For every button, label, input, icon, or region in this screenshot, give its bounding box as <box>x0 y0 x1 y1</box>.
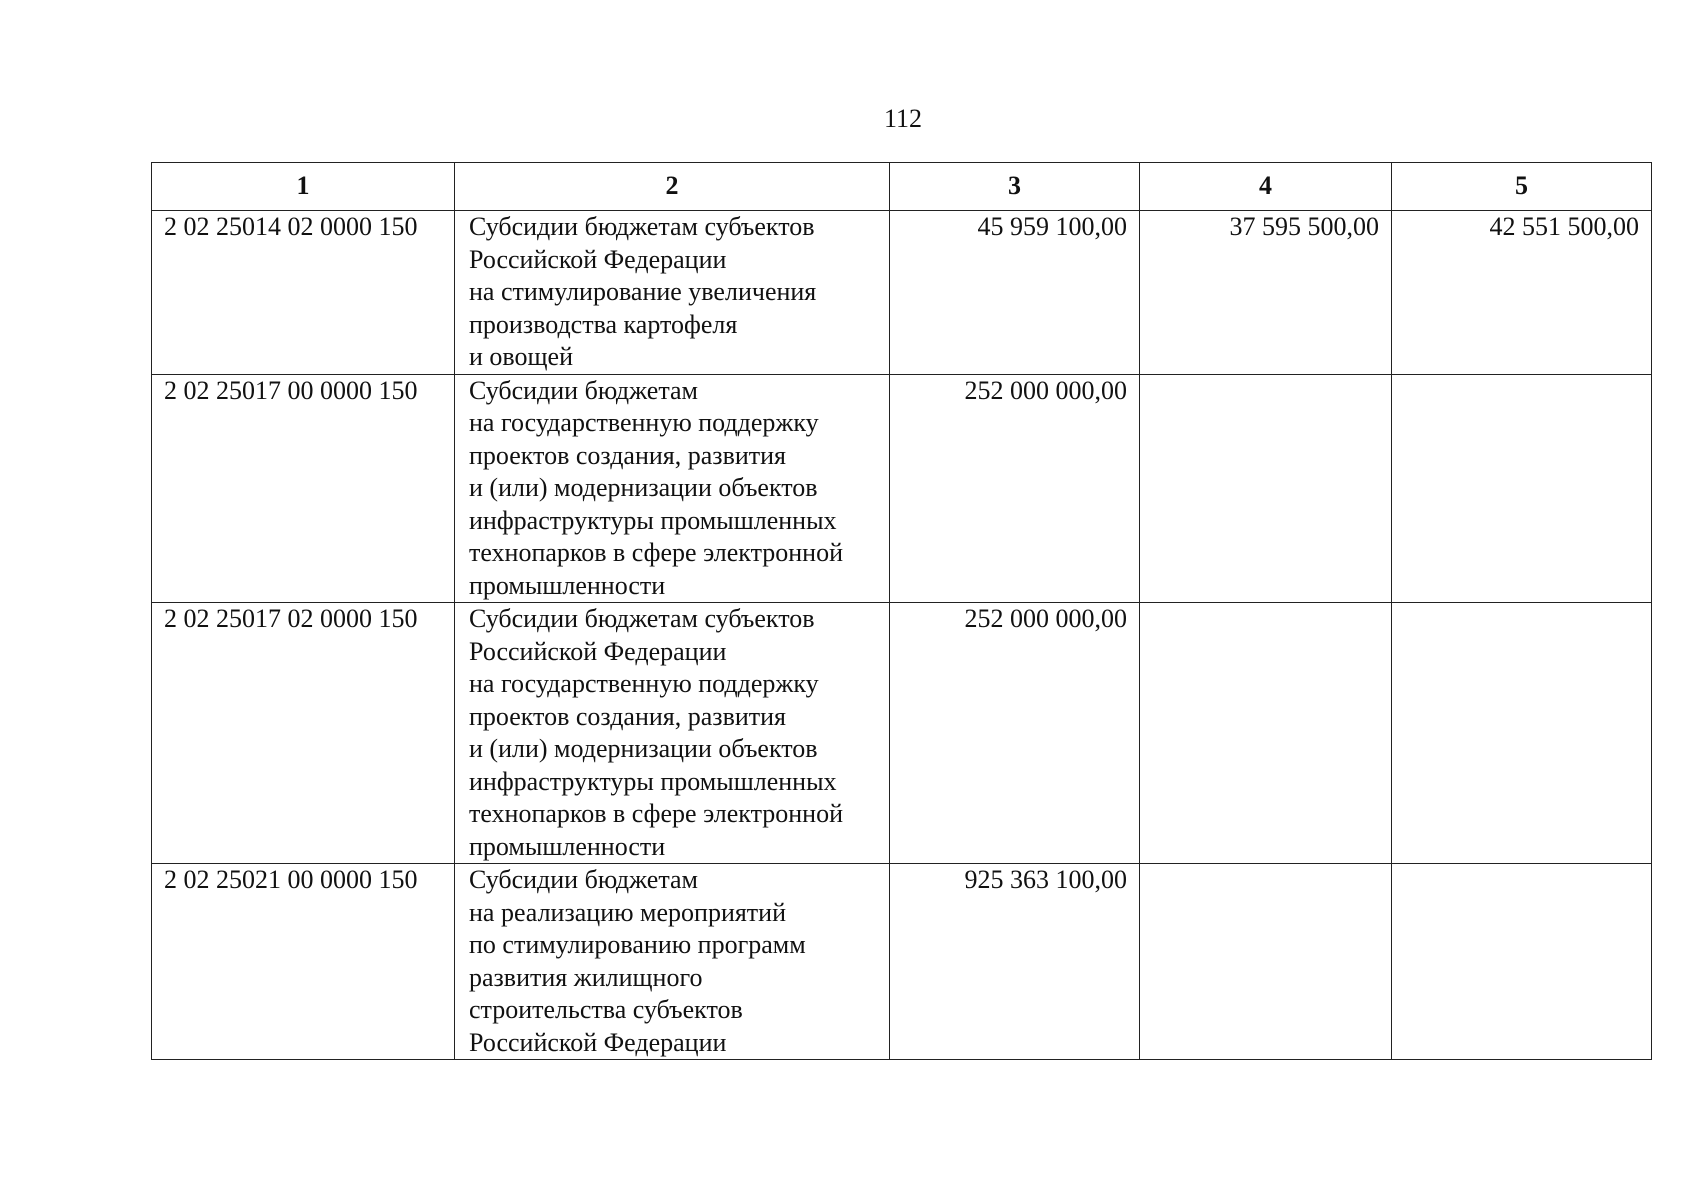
column-header-4: 4 <box>1140 163 1392 211</box>
income-name-line: Российской Федерации <box>469 244 727 274</box>
income-name-line: промышленности <box>469 831 666 861</box>
income-name-line: технопарков в сфере электронной <box>469 799 843 828</box>
income-name-line: и (или) модернизации объектов <box>469 734 818 763</box>
income-name-line: Российской Федерации <box>469 636 727 666</box>
income-code: 2 02 25021 00 0000 150 <box>152 864 455 1060</box>
income-name-line: проектов создания, развития <box>469 701 786 731</box>
income-code: 2 02 25017 00 0000 150 <box>152 374 455 603</box>
income-name <box>455 864 890 1060</box>
amount-column-5: 42 551 500,00 <box>1392 211 1652 375</box>
income-name-line: развития жилищного <box>469 962 703 992</box>
amount-column-4 <box>1140 864 1392 1060</box>
budget-table <box>151 162 1652 1060</box>
income-name <box>455 603 890 864</box>
amount-column-4 <box>1140 603 1392 864</box>
income-name-line: Субсидии бюджетам субъектов <box>469 212 815 241</box>
income-name <box>455 374 890 603</box>
page-number: 112 <box>883 104 923 133</box>
amount-column-3: 925 363 100,00 <box>890 864 1140 1060</box>
amount-column-4 <box>1140 374 1392 603</box>
amount-column-5 <box>1392 864 1652 1060</box>
table-row <box>152 864 1652 1060</box>
column-header-3: 3 <box>890 163 1140 211</box>
income-name-line: и овощей <box>469 342 573 371</box>
income-name-line: на государственную поддержку <box>469 669 819 698</box>
column-header-1: 1 <box>152 163 455 211</box>
income-name-line: производства картофеля <box>469 309 738 339</box>
income-name <box>455 211 890 375</box>
income-name-line: технопарков в сфере электронной <box>469 538 843 567</box>
income-name-line: на государственную поддержку <box>469 408 819 437</box>
income-code: 2 02 25014 02 0000 150 <box>152 211 455 375</box>
table-row <box>152 603 1652 864</box>
income-name-line: на стимулирование увеличения <box>469 277 817 306</box>
header-row <box>152 163 1652 211</box>
income-code: 2 02 25017 02 0000 150 <box>152 603 455 864</box>
income-name-line: Российской Федерации <box>469 1027 727 1057</box>
amount-column-3: 45 959 100,00 <box>890 211 1140 375</box>
amount-column-4: 37 595 500,00 <box>1140 211 1392 375</box>
amount-column-3: 252 000 000,00 <box>890 374 1140 603</box>
income-name-line: на реализацию мероприятий <box>469 897 787 927</box>
amount-column-5 <box>1392 374 1652 603</box>
income-name-line: промышленности <box>469 570 666 600</box>
amount-column-3: 252 000 000,00 <box>890 603 1140 864</box>
income-name-line: Субсидии бюджетам <box>469 865 698 894</box>
column-header-5: 5 <box>1392 163 1652 211</box>
income-name-line: Субсидии бюджетам <box>469 375 698 405</box>
income-name-line: и (или) модернизации объектов <box>469 473 818 502</box>
table-body <box>152 211 1652 1060</box>
amount-column-5 <box>1392 603 1652 864</box>
income-name-line: инфраструктуры промышленных <box>469 766 837 796</box>
table-row <box>152 211 1652 375</box>
income-name-line: проектов создания, развития <box>469 440 786 470</box>
income-name-line: по стимулированию программ <box>469 930 806 959</box>
column-header-2: 2 <box>455 163 890 211</box>
income-name-line: инфраструктуры промышленных <box>469 505 837 535</box>
income-name-line: строительства субъектов <box>469 995 743 1024</box>
table-row <box>152 374 1652 603</box>
income-name-line: Субсидии бюджетам субъектов <box>469 604 815 633</box>
